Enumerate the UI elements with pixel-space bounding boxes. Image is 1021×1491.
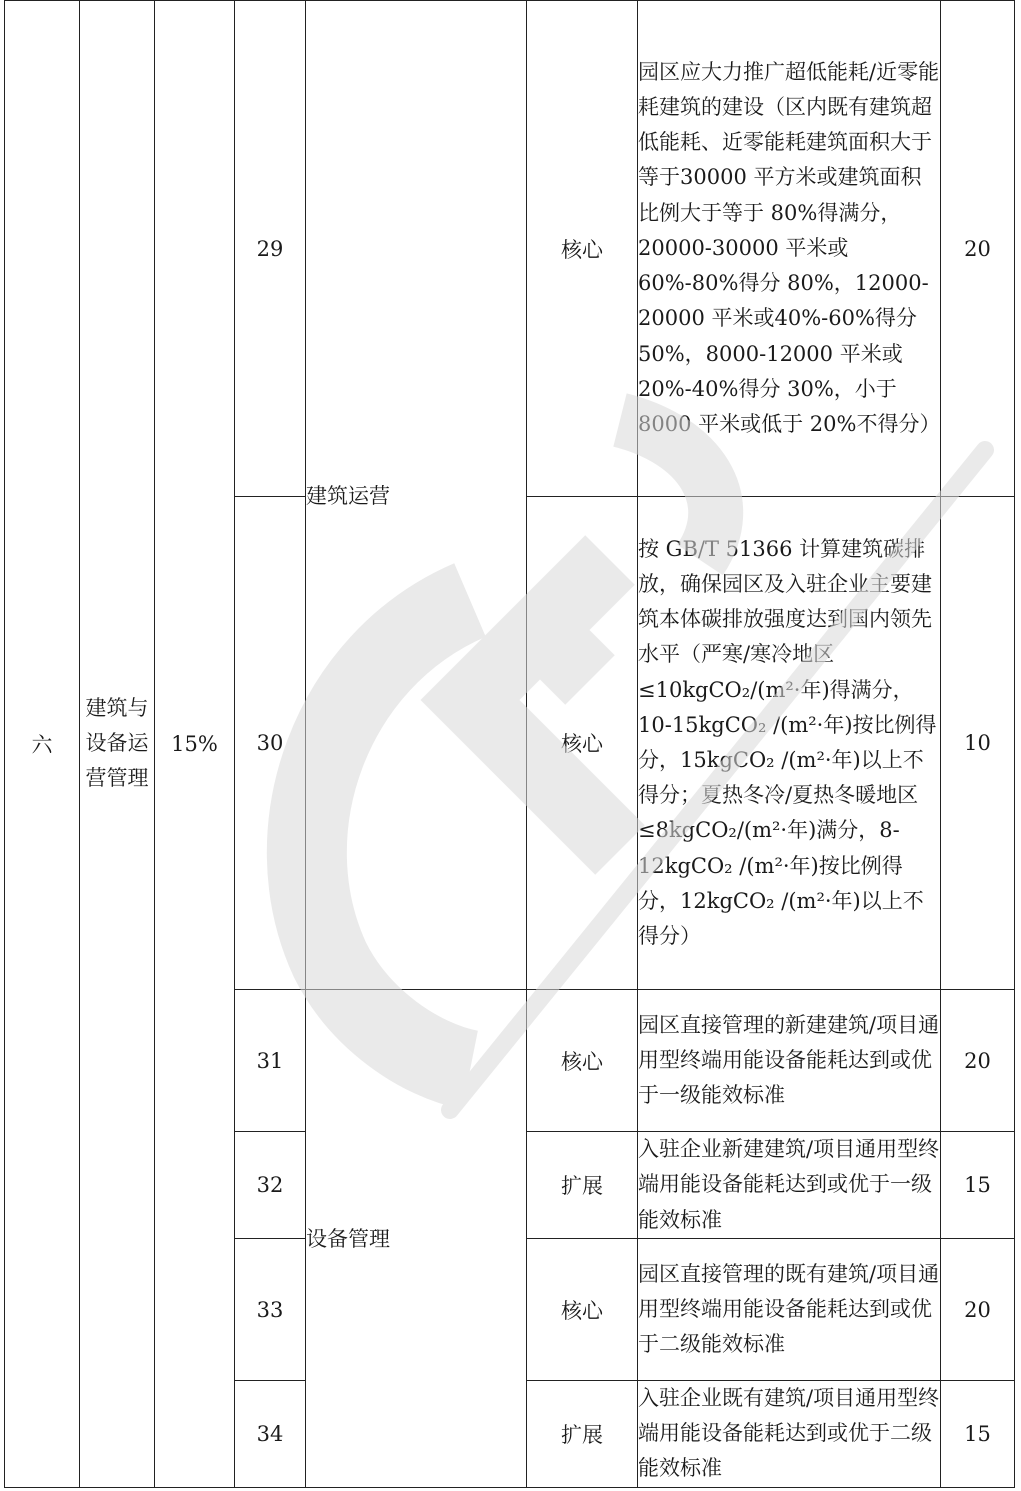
item-number: 31 [235, 990, 306, 1132]
indicator-table [4, 0, 1015, 1488]
item-score: 20 [941, 990, 1015, 1132]
item-score: 10 [941, 497, 1015, 990]
item-description: 园区应大力推广超低能耗/近零能耗建筑的建设（区内既有建筑超低能耗、近零能耗建筑面积大于等于30000 平方米或建筑面积比例大于等于 80%得满分，20000-30000 平米或60%-80%得分 80%，12000-20000 平米或40%-60%得分 50%，8000-12000 平米或20%-40%得分 30%，小于8000 平米或低于 20%不得分） [638, 1, 941, 497]
item-description: 园区直接管理的新建建筑/项目通用型终端用能设备能耗达到或优于一级能效标准 [638, 990, 941, 1132]
section-number: 六 [5, 1, 80, 1488]
item-type: 核心 [527, 990, 638, 1132]
item-number: 33 [235, 1239, 306, 1381]
item-type: 核心 [527, 497, 638, 990]
item-description: 园区直接管理的既有建筑/项目通用型终端用能设备能耗达到或优于二级能效标准 [638, 1239, 941, 1381]
item-type: 核心 [527, 1239, 638, 1381]
group-equipment-management: 设备管理 [306, 990, 527, 1488]
item-number: 34 [235, 1381, 306, 1488]
item-score: 20 [941, 1, 1015, 497]
item-type: 核心 [527, 1, 638, 497]
item-number: 32 [235, 1132, 306, 1239]
item-type: 扩展 [527, 1132, 638, 1239]
item-score: 15 [941, 1132, 1015, 1239]
item-number: 29 [235, 1, 306, 497]
table-row [5, 1, 1015, 497]
group-building-operation: 建筑运营 [306, 1, 527, 990]
item-description: 按 GB/T 51366 计算建筑碳排放，确保园区及入驻企业主要建筑本体碳排放强度达到国内领先水平（严寒/寒冷地区≤10kgCO₂/(m²·年)得满分，10-15kgCO₂ /(m²·年)按比例得分，15kgCO₂ /(m²·年)以上不得分；夏热冬冷/夏热冬暖地区≤8kgCO₂/(m²·年)满分，8-12kgCO₂ /(m²·年)按比例得分，12kgCO₂ /(m²·年)以上不得分） [638, 497, 941, 990]
item-score: 20 [941, 1239, 1015, 1381]
item-description: 入驻企业既有建筑/项目通用型终端用能设备能耗达到或优于二级能效标准 [638, 1381, 941, 1488]
item-description: 入驻企业新建建筑/项目通用型终端用能设备能耗达到或优于一级能效标准 [638, 1132, 941, 1239]
item-score: 15 [941, 1381, 1015, 1488]
section-weight: 15% [155, 1, 235, 1488]
section-category: 建筑与设备运营管理 [80, 1, 155, 1488]
item-number: 30 [235, 497, 306, 990]
item-type: 扩展 [527, 1381, 638, 1488]
